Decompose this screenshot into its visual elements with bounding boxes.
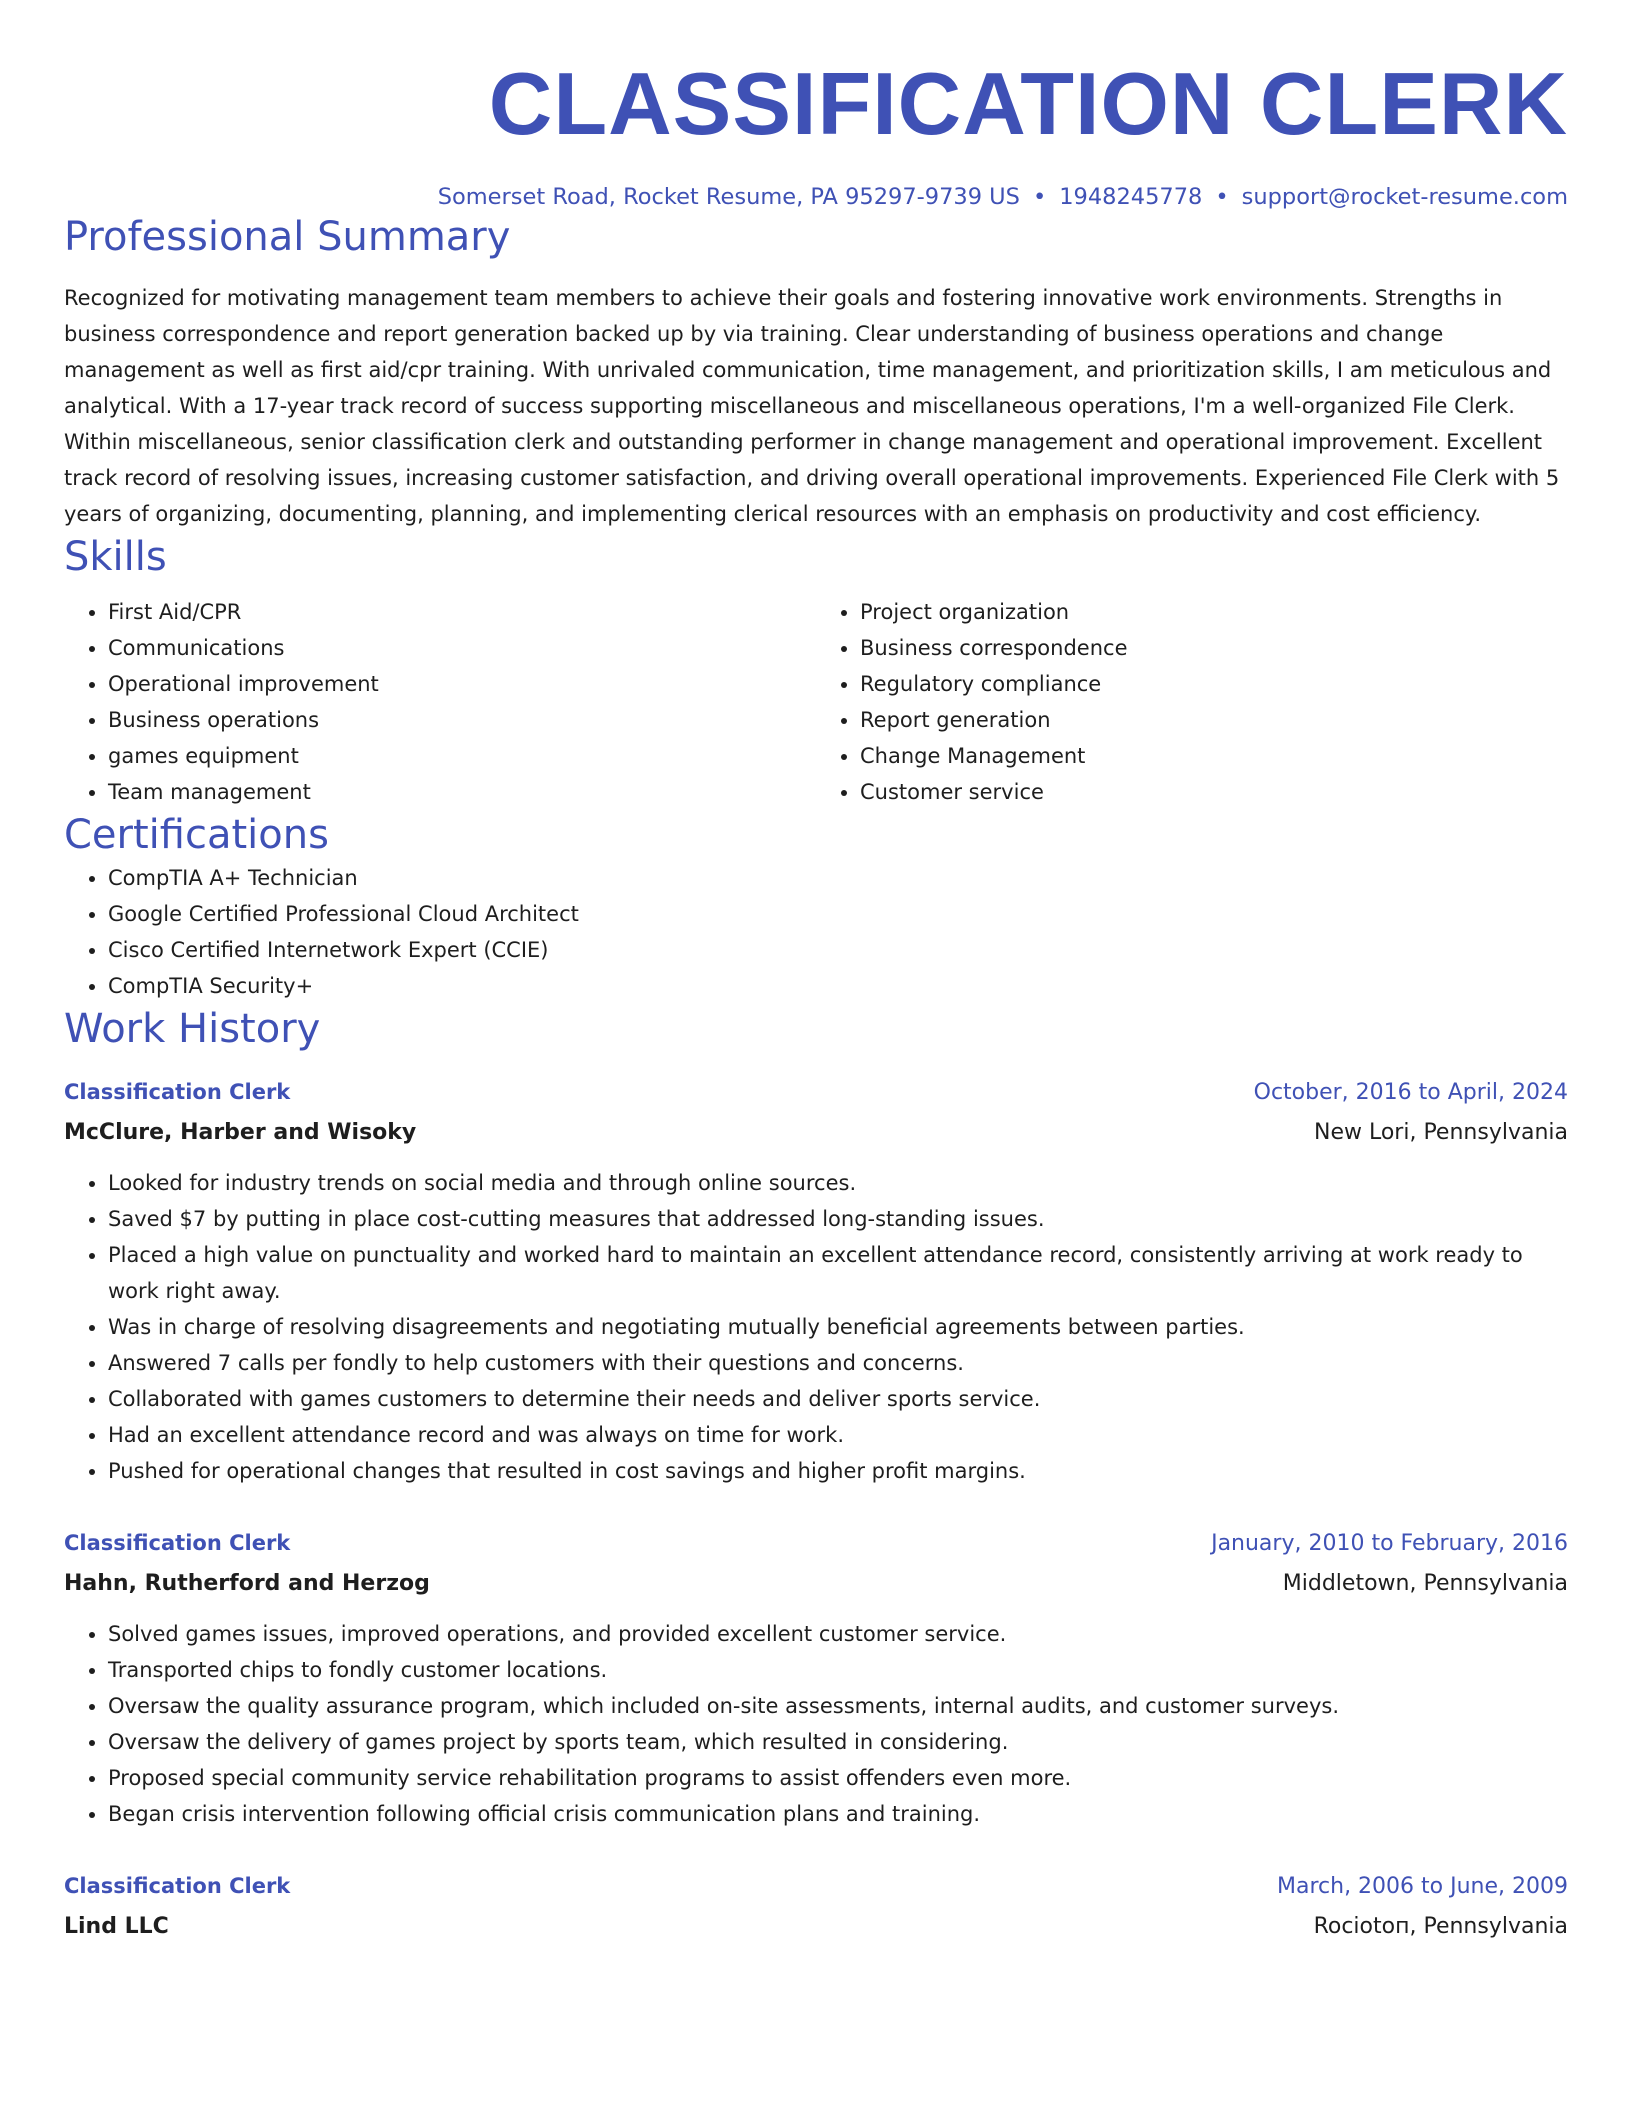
certifications-heading: Certifications: [64, 812, 329, 858]
contact-separator: •: [1032, 184, 1047, 210]
job-bullet: • Placed a high value on punctuality and worked hard to maintain an excellent attendance record, consistently arriving at work ready to work right away.: [108, 1237, 1568, 1309]
job-bullet: • Saved $7 by putting in place cost-cutting measures that addressed long-standing issues.: [108, 1201, 1568, 1237]
skills-grid: [64, 594, 1568, 810]
job-title: Classification Clerk: [64, 1874, 291, 1898]
job-company: Lind LLC: [64, 1914, 169, 1939]
skill-item: • Business correspondence: [860, 630, 1568, 666]
job-bullet: • Was in charge of resolving disagreements and negotiating mutually beneficial agreements between parties.: [108, 1309, 1568, 1345]
job-bullet: • Transported chips to fondly customer locations.: [108, 1652, 1568, 1688]
job-bullet: • Proposed special community service rehabilitation programs to assist offenders even more.: [108, 1760, 1568, 1796]
job-bullet: • Collaborated with games customers to determine their needs and deliver sports service.: [108, 1381, 1568, 1417]
skill-item: • games equipment: [108, 738, 816, 774]
job-location: New Lori, Pennsylvania: [1314, 1120, 1568, 1145]
job-bullet: • Had an excellent attendance record and was always on time for work.: [108, 1417, 1568, 1453]
skill-item: • Change Management: [860, 738, 1568, 774]
certification-item: • CompTIA Security+: [108, 968, 1568, 1004]
skill-item: • Team management: [108, 774, 816, 810]
contact-address: Somerset Road, Rocket Resume, PA 95297-9739 US: [437, 184, 1020, 210]
job-title-row: [64, 1072, 1568, 1113]
summary-heading: Professional Summary: [64, 214, 511, 260]
job-company: McClure, Harber and Wisoky: [64, 1120, 417, 1145]
job-bullets: [64, 1165, 1568, 1489]
job-bullet: • Began crisis intervention following official crisis communication plans and training.: [108, 1796, 1568, 1832]
job-entry: [64, 1866, 1568, 1947]
contact-line: [64, 182, 1568, 212]
job-company-row: [64, 1564, 1568, 1604]
job-entry: [64, 1523, 1568, 1832]
job-bullets: [64, 1616, 1568, 1832]
job-dates: January, 2010 to February, 2016: [1211, 1531, 1568, 1556]
certification-item: • Google Certified Professional Cloud Architect: [108, 896, 1568, 932]
job-bullet: • Solved games issues, improved operations, and provided excellent customer service.: [108, 1616, 1568, 1652]
resume-page: [64, 0, 1568, 1947]
job-bullet: • Oversaw the quality assurance program, which included on-site assessments, internal audits, and customer surveys.: [108, 1688, 1568, 1724]
job-entry: [64, 1072, 1568, 1489]
job-bullet: • Looked for industry trends on social media and through online sources.: [108, 1165, 1568, 1201]
job-dates: October, 2016 to April, 2024: [1253, 1080, 1568, 1105]
job-company-row: [64, 1907, 1568, 1947]
candidate-name: CLASSIFICATION CLERK: [488, 54, 1568, 153]
job-location: Middletown, Pennsylvania: [1282, 1571, 1568, 1596]
contact-email[interactable]: support@rocket-resume.com: [1241, 184, 1568, 210]
contact-phone: 1948245778: [1059, 184, 1203, 210]
job-bullet: • Answered 7 calls per fondly to help customers with their questions and concerns.: [108, 1345, 1568, 1381]
job-company: Hahn, Rutherford and Herzog: [64, 1571, 430, 1596]
job-title: Classification Clerk: [64, 1080, 291, 1104]
job-title: Classification Clerk: [64, 1531, 291, 1555]
skill-item: • Customer service: [860, 774, 1568, 810]
skills-list-left: [64, 594, 816, 810]
skills-list-right: [816, 594, 1568, 810]
work-history-heading: Work History: [64, 1006, 321, 1052]
skill-item: • Report generation: [860, 702, 1568, 738]
summary-text: Recognized for motivating management team members to achieve their goals and fostering innovative work environments. Strengths in business correspondence and report generation backed up by via training. Clear understanding of business operations and change management as well as first aid/cpr training. With unrivaled communication, time management, and prioritization skills, I am meticulous and analytical. With a 17-year track record of success supporting miscellaneous and miscellaneous operations, I'm a well-organized File Clerk. Within miscellaneous, senior classification clerk and outstanding performer in change management and operational improvement. Excellent track record of resolving issues, increasing customer satisfaction, and driving overall operational improvements. Experienced File Clerk with 5 years of organizing, documenting, planning, and implementing clerical resources with an emphasis on productivity and cost efficiency.: [64, 286, 1560, 526]
job-bullet: • Oversaw the delivery of games project by sports team, which resulted in considering.: [108, 1724, 1568, 1760]
skill-item: • First Aid/CPR: [108, 594, 816, 630]
skill-item: • Communications: [108, 630, 816, 666]
skill-item: • Operational improvement: [108, 666, 816, 702]
skills-heading: Skills: [64, 534, 167, 580]
certification-item: • CompTIA A+ Technician: [108, 860, 1568, 896]
job-bullet: • Pushed for operational changes that resulted in cost savings and higher profit margins.: [108, 1453, 1568, 1489]
resume-header: [64, 0, 1568, 212]
skill-item: • Project organization: [860, 594, 1568, 630]
certification-item: • Cisco Certified Internetwork Expert (CCIE): [108, 932, 1568, 968]
job-title-row: [64, 1523, 1568, 1564]
certifications-list: [64, 860, 1568, 1004]
contact-separator: •: [1215, 184, 1229, 210]
job-dates: March, 2006 to June, 2009: [1277, 1874, 1568, 1899]
job-title-row: [64, 1866, 1568, 1907]
job-location: Rociotoп, Pennsylvania: [1313, 1914, 1568, 1939]
job-company-row: [64, 1113, 1568, 1153]
skill-item: • Business operations: [108, 702, 816, 738]
skill-item: • Regulatory compliance: [860, 666, 1568, 702]
